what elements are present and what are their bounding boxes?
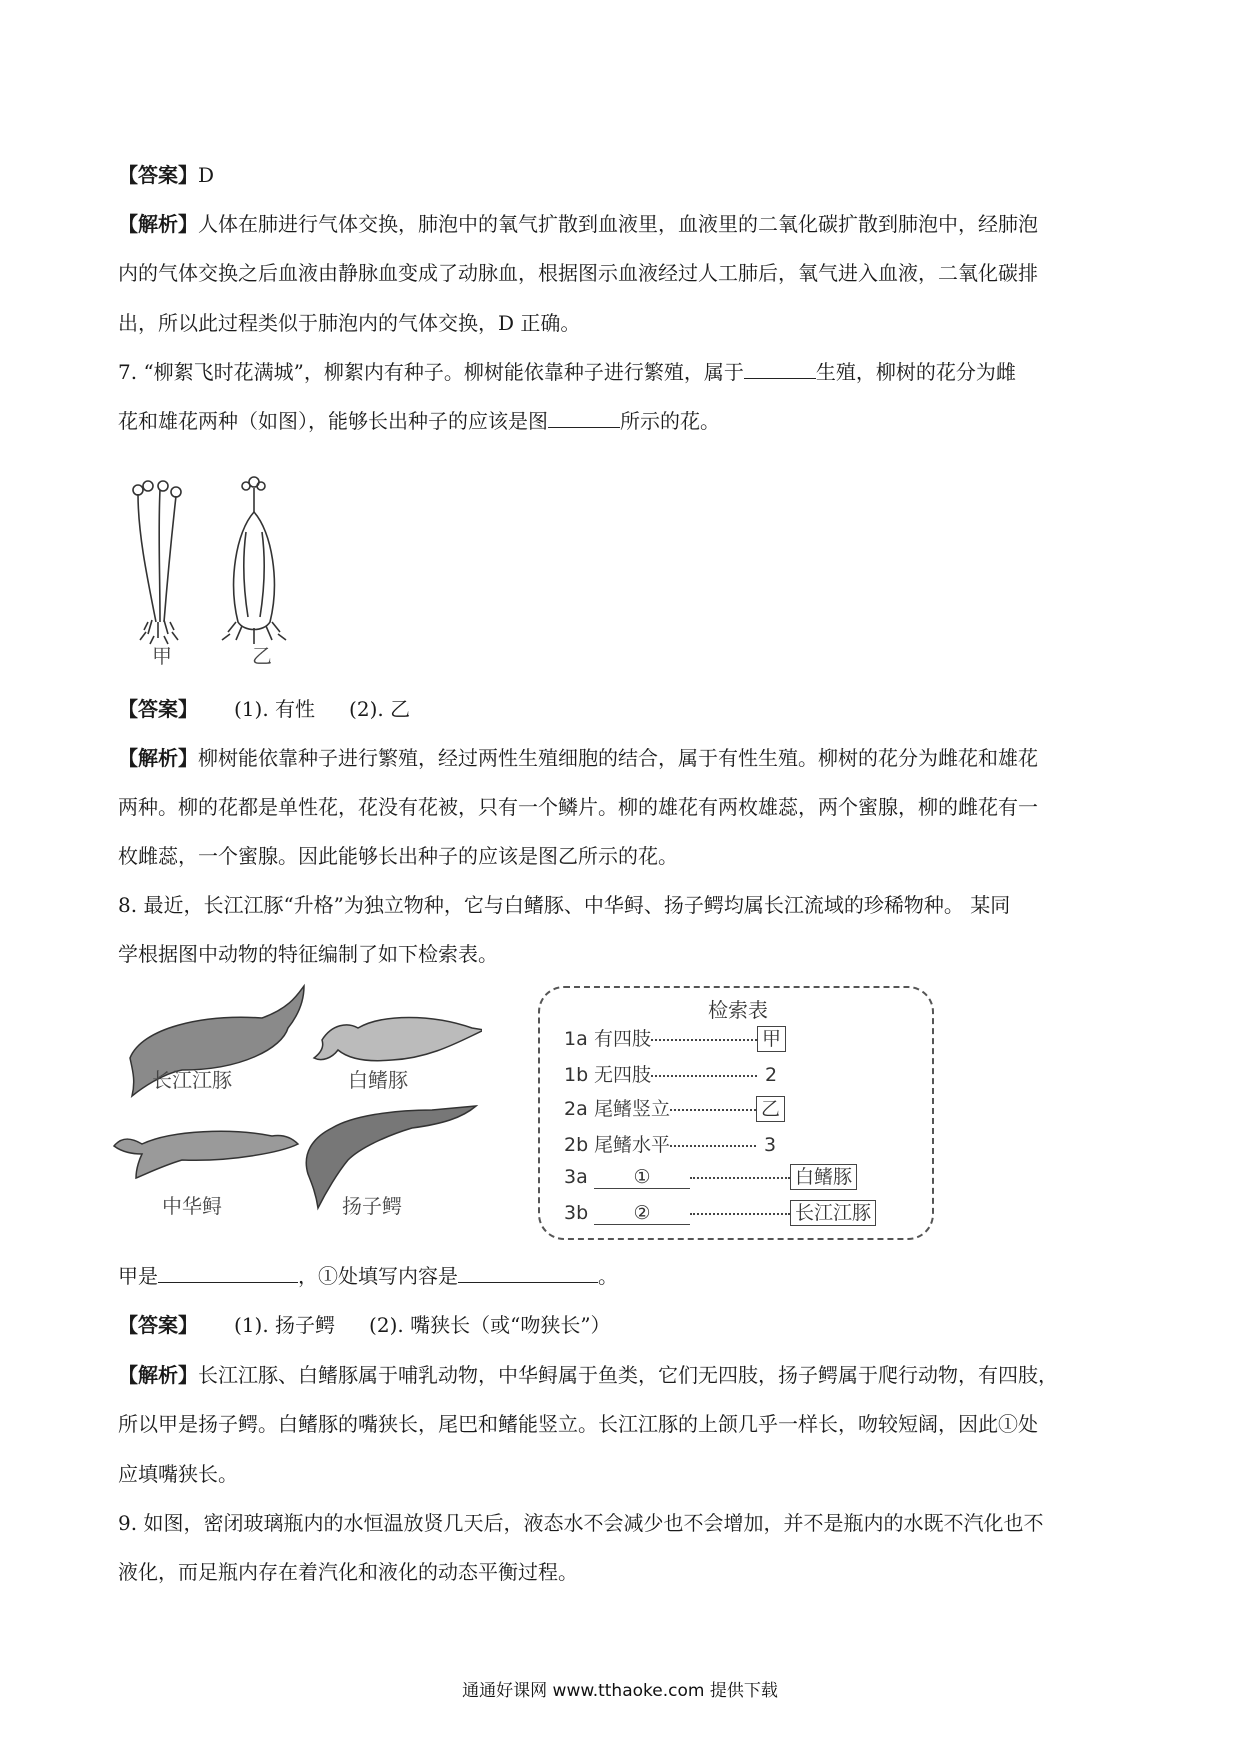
q7-analysis-line-2: 两种。柳的花都是单性花，花没有花被，只有一个鳞片。柳的雄花有两枚雄蕊，两个蜜腺，柳的雌花有一 — [118, 795, 1038, 819]
key-blank-1: ① — [594, 1166, 690, 1189]
animal-label-baiji: 白鳍豚 — [348, 1068, 408, 1092]
q8-analysis-line-1 — [118, 1361, 1058, 1389]
q9-stem-line-2: 液化，而足瓶内存在着汽化和液化的动态平衡过程。 — [118, 1560, 578, 1584]
q8-analysis-line-3: 应填嘴狭长。 — [118, 1462, 238, 1486]
key-result-baiji: 白鳍豚 — [790, 1164, 857, 1190]
fill-text: ，①处填写内容是 — [298, 1264, 458, 1288]
page-footer: 通通好课网 www.tthaoke.com 提供下载 — [462, 1681, 778, 1701]
answer-1: (1). 扬子鳄 — [234, 1313, 336, 1337]
key-code: 3b — [564, 1202, 589, 1224]
key-text: 尾鳍竖立 — [594, 1098, 671, 1120]
key-text: 尾鳍水平 — [594, 1134, 671, 1156]
key-text: 无四肢 — [594, 1064, 652, 1086]
chinese-sturgeon-drawing — [114, 1131, 298, 1178]
key-code: 1b — [564, 1064, 589, 1086]
q7-analysis-line-3: 枚雌蕊，一个蜜腺。因此能够长出种子的应该是图乙所示的花。 — [118, 844, 678, 868]
q8-fill-line — [118, 1262, 618, 1290]
key-row-3b — [564, 1200, 876, 1226]
answer-value: D — [198, 163, 215, 187]
q8-stem-line-1: 8. 最近，长江江豚“升格”为独立物种，它与白鳍豚、中华鲟、扬子鳄均属长江流域的珍稀物种。 某同 — [118, 893, 1011, 917]
key-blank-2: ② — [594, 1202, 690, 1225]
q6-analysis-line-2: 内的气体交换之后血液由静脉血变成了动脉血，根据图示血液经过人工肺后，氧气进入血液，二氧化碳排 — [118, 261, 1038, 285]
baiji-drawing — [314, 1018, 482, 1061]
key-row-2b — [564, 1130, 776, 1157]
q6-answer — [118, 161, 214, 189]
q7-stem-part: 生殖，柳树的花分为雌 — [815, 360, 1016, 384]
analysis-tag: 【解析】 — [118, 746, 198, 770]
q8-stem-line-2: 学根据图中动物的特征编制了如下检索表。 — [118, 942, 498, 966]
key-code: 2a — [564, 1098, 588, 1120]
analysis-text: 长江江豚、白鳍豚属于哺乳动物，中华鲟属于鱼类，它们无四肢，扬子鳄属于爬行动物，有四肢， — [198, 1363, 1058, 1387]
answer-2: (2). 乙 — [349, 697, 411, 721]
animal-label-chinese-sturgeon: 中华鲟 — [162, 1194, 222, 1218]
q8-analysis-line-2: 所以甲是扬子鳄。白鳍豚的嘴狭长，尾巴和鳍能竖立。长江江豚的上颌几乎一样长，吻较短阔，因此①处 — [118, 1412, 1038, 1436]
q8-answer — [118, 1311, 611, 1339]
q7-analysis-line-1 — [118, 744, 1038, 772]
key-code: 2b — [564, 1134, 589, 1156]
q7-blank-1[interactable] — [744, 358, 816, 379]
willow-flower-figure — [118, 472, 308, 672]
q7-stem-part: 所示的花。 — [620, 409, 720, 433]
key-result-jia: 甲 — [757, 1026, 786, 1052]
analysis-text: 人体在肺进行气体交换，肺泡中的氧气扩散到血液里，血液里的二氧化碳扩散到肺泡中，经肺泡 — [198, 212, 1038, 236]
key-code: 3a — [564, 1166, 588, 1188]
figure-label-yi: 乙 — [252, 644, 272, 668]
analysis-tag: 【解析】 — [118, 1363, 198, 1387]
q6-analysis-line-3: 出，所以此过程类似于肺泡内的气体交换，D 正确。 — [118, 311, 581, 335]
key-code: 1a — [564, 1028, 588, 1050]
q8-blank-2[interactable] — [458, 1262, 598, 1283]
analysis-tag: 【解析】 — [118, 212, 198, 236]
female-flower-drawing — [222, 477, 286, 644]
key-row-2a — [564, 1094, 785, 1122]
q7-answer — [118, 695, 410, 723]
q8-blank-1[interactable] — [158, 1262, 298, 1283]
key-row-3a — [564, 1164, 857, 1190]
q7-stem-part: 花和雄花两种（如图），能够长出种子的应该是图 — [118, 409, 548, 433]
key-row-1a — [564, 1024, 786, 1052]
q7-stem-line-1 — [118, 358, 1016, 386]
q9-stem-line-1: 9. 如图，密闭玻璃瓶内的水恒温放贤几天后，液态水不会减少也不会增加，并不是瓶内的水既不汽化也不 — [118, 1511, 1044, 1535]
answer-tag: 【答案】 — [118, 697, 198, 721]
key-result: 3 — [764, 1134, 777, 1156]
animals-figure — [112, 978, 482, 1218]
male-flower-drawing — [133, 481, 181, 644]
animal-label-chinese-alligator: 扬子鳄 — [342, 1194, 402, 1218]
animal-label-finless-porpoise: 长江江豚 — [152, 1068, 232, 1092]
fill-text: 甲是 — [118, 1264, 158, 1288]
key-result-yi: 乙 — [756, 1096, 785, 1122]
answer-1: (1). 有性 — [234, 697, 316, 721]
answer-2: (2). 嘴狭长（或“吻狭长”） — [369, 1313, 611, 1337]
key-title: 检索表 — [708, 998, 768, 1022]
q7-blank-2[interactable] — [548, 407, 620, 428]
key-row-1b — [564, 1060, 777, 1087]
figure-label-jia: 甲 — [152, 644, 172, 668]
answer-tag: 【答案】 — [118, 1313, 198, 1337]
key-result: 2 — [765, 1064, 778, 1086]
key-text: 有四肢 — [594, 1028, 652, 1050]
key-result-porpoise: 长江江豚 — [790, 1200, 876, 1226]
answer-tag: 【答案】 — [118, 163, 198, 187]
q7-stem-line-2 — [118, 407, 720, 435]
fill-text: 。 — [598, 1264, 618, 1288]
q6-analysis-line-1 — [118, 210, 1038, 238]
analysis-text: 柳树能依靠种子进行繁殖，经过两性生殖细胞的结合，属于有性生殖。柳树的花分为雌花和雄花 — [198, 746, 1038, 770]
q7-stem-part: 7. “柳絮飞时花满城”，柳絮内有种子。柳树能依靠种子进行繁殖，属于 — [118, 360, 744, 384]
identification-key — [538, 986, 934, 1240]
